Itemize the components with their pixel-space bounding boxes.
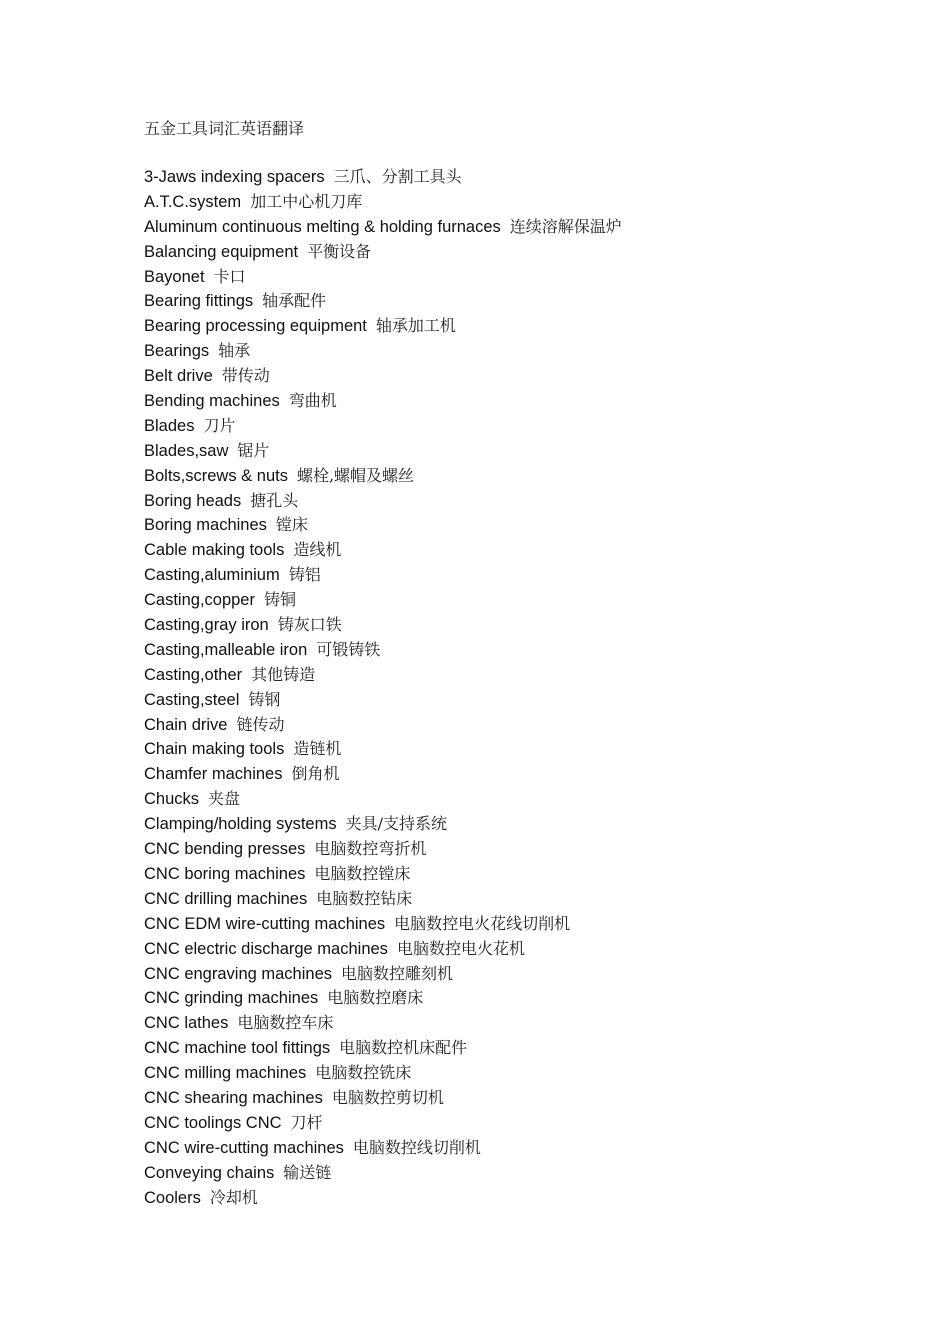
chinese-translation: 电脑数控磨床 bbox=[327, 988, 424, 1008]
english-term: Blades bbox=[144, 416, 195, 435]
glossary-entry bbox=[144, 365, 622, 390]
glossary-entry bbox=[144, 465, 622, 490]
chinese-translation: 冷却机 bbox=[209, 1187, 258, 1207]
chinese-translation: 链传动 bbox=[236, 714, 285, 734]
chinese-translation: 铸钢 bbox=[248, 689, 281, 709]
english-term: CNC milling machines bbox=[144, 1064, 307, 1083]
glossary-entry bbox=[144, 1062, 622, 1087]
glossary-entry bbox=[144, 490, 622, 515]
english-term: CNC drilling machines bbox=[144, 889, 308, 908]
english-term: Chamfer machines bbox=[144, 765, 283, 784]
english-term: CNC engraving machines bbox=[144, 964, 333, 983]
chinese-translation: 锯片 bbox=[237, 440, 270, 460]
chinese-translation: 电脑数控铣床 bbox=[315, 1063, 412, 1083]
chinese-translation: 其他铸造 bbox=[251, 664, 316, 684]
english-term: Bending machines bbox=[144, 392, 280, 411]
english-term: Bayonet bbox=[144, 267, 205, 286]
chinese-translation: 铸铝 bbox=[288, 565, 321, 585]
glossary-entry bbox=[144, 664, 622, 689]
chinese-translation: 弯曲机 bbox=[288, 391, 337, 411]
chinese-translation: 铸铜 bbox=[263, 590, 296, 610]
english-term: CNC bending presses bbox=[144, 840, 306, 859]
glossary-entry bbox=[144, 987, 622, 1012]
chinese-translation: 刀片 bbox=[203, 415, 236, 435]
glossary-entry bbox=[144, 315, 622, 340]
chinese-translation: 电脑数控线切削机 bbox=[352, 1137, 481, 1157]
glossary-entry bbox=[144, 639, 622, 664]
english-term: Balancing equipment bbox=[144, 242, 299, 261]
glossary-entry bbox=[144, 1012, 622, 1037]
chinese-translation: 电脑数控弯折机 bbox=[314, 839, 427, 859]
chinese-translation: 夹具/支持系统 bbox=[345, 814, 447, 834]
glossary-entry bbox=[144, 415, 622, 440]
glossary-entry bbox=[144, 813, 622, 838]
glossary-entry bbox=[144, 539, 622, 564]
english-term: CNC wire-cutting machines bbox=[144, 1138, 344, 1157]
chinese-translation: 搪孔头 bbox=[250, 490, 299, 510]
chinese-translation: 平衡设备 bbox=[307, 241, 372, 261]
english-term: CNC shearing machines bbox=[144, 1088, 323, 1107]
chinese-translation: 电脑数控机床配件 bbox=[339, 1038, 468, 1058]
english-term: Casting,other bbox=[144, 665, 243, 684]
chinese-translation: 电脑数控车床 bbox=[237, 1013, 334, 1033]
english-term: Aluminum continuous melting & holding furnaces bbox=[144, 217, 501, 236]
chinese-translation: 轴承 bbox=[218, 341, 251, 361]
glossary-entry bbox=[144, 1187, 622, 1212]
english-term: Casting,steel bbox=[144, 690, 240, 709]
english-term: Casting,malleable iron bbox=[144, 640, 308, 659]
english-term: 3-Jaws indexing spacers bbox=[144, 168, 325, 186]
chinese-translation: 镗床 bbox=[275, 515, 308, 535]
glossary-entry bbox=[144, 166, 622, 191]
english-term: CNC EDM wire-cutting machines bbox=[144, 914, 386, 933]
glossary-entry bbox=[144, 863, 622, 888]
document-title: 五金工具词汇英语翻译 bbox=[144, 119, 305, 138]
glossary-entry bbox=[144, 290, 622, 315]
chinese-translation: 加工中心机刀库 bbox=[250, 191, 363, 211]
english-term: Bearing processing equipment bbox=[144, 317, 367, 336]
english-term: Clamping/holding systems bbox=[144, 815, 337, 834]
glossary-entry bbox=[144, 738, 622, 763]
english-term: CNC boring machines bbox=[144, 864, 306, 883]
english-term: Chain drive bbox=[144, 715, 228, 734]
english-term: CNC electric discharge machines bbox=[144, 939, 388, 958]
glossary-entry bbox=[144, 589, 622, 614]
chinese-translation: 电脑数控电火花线切削机 bbox=[394, 913, 571, 933]
english-term: Chucks bbox=[144, 790, 200, 809]
chinese-translation: 螺栓,螺帽及螺丝 bbox=[296, 465, 415, 485]
glossary-entry bbox=[144, 191, 622, 216]
glossary-entry bbox=[144, 838, 622, 863]
english-term: CNC grinding machines bbox=[144, 989, 319, 1008]
chinese-translation: 电脑数控电火花机 bbox=[396, 938, 525, 958]
glossary-entry bbox=[144, 888, 622, 913]
chinese-translation: 造链机 bbox=[293, 739, 342, 759]
chinese-translation: 带传动 bbox=[221, 366, 270, 386]
chinese-translation: 轴承加工机 bbox=[375, 316, 456, 336]
english-term: Chain making tools bbox=[144, 740, 285, 759]
glossary-entry bbox=[144, 1162, 622, 1187]
chinese-translation: 夹盘 bbox=[208, 789, 241, 809]
glossary-entry bbox=[144, 564, 622, 589]
chinese-translation: 电脑数控钻床 bbox=[316, 888, 413, 908]
glossary-entry bbox=[144, 763, 622, 788]
glossary-entry bbox=[144, 266, 622, 291]
glossary-entry bbox=[144, 1087, 622, 1112]
chinese-translation: 可锻铸铁 bbox=[316, 639, 381, 659]
glossary-entry bbox=[144, 963, 622, 988]
english-term: Coolers bbox=[144, 1188, 201, 1207]
glossary-entry bbox=[144, 913, 622, 938]
glossary-entry bbox=[144, 241, 622, 266]
chinese-translation: 倒角机 bbox=[291, 764, 340, 784]
english-term: Belt drive bbox=[144, 367, 213, 386]
chinese-translation: 输送链 bbox=[283, 1162, 332, 1182]
english-term: Conveying chains bbox=[144, 1163, 275, 1182]
english-term: CNC lathes bbox=[144, 1014, 229, 1033]
english-term: Casting,aluminium bbox=[144, 566, 280, 585]
english-term: Bolts,screws & nuts bbox=[144, 466, 288, 485]
english-term: Boring heads bbox=[144, 491, 242, 510]
english-term: Casting,gray iron bbox=[144, 616, 269, 635]
chinese-translation: 三爪、分割工具头 bbox=[333, 167, 462, 186]
english-term: Bearings bbox=[144, 342, 210, 361]
chinese-translation: 电脑数控剪切机 bbox=[331, 1087, 444, 1107]
glossary-entry bbox=[144, 440, 622, 465]
glossary-entry bbox=[144, 340, 622, 365]
chinese-translation: 造线机 bbox=[293, 540, 342, 560]
chinese-translation: 连续溶解保温炉 bbox=[509, 216, 622, 236]
glossary-entry bbox=[144, 390, 622, 415]
english-term: A.T.C.system bbox=[144, 192, 242, 211]
english-term: CNC toolings CNC bbox=[144, 1113, 282, 1132]
glossary-entry bbox=[144, 714, 622, 739]
glossary-entry bbox=[144, 788, 622, 813]
chinese-translation: 电脑数控雕刻机 bbox=[341, 963, 454, 983]
english-term: Boring machines bbox=[144, 516, 267, 535]
chinese-translation: 轴承配件 bbox=[262, 291, 327, 311]
glossary-entry bbox=[144, 689, 622, 714]
glossary-entry bbox=[144, 514, 622, 539]
english-term: Bearing fittings bbox=[144, 292, 254, 311]
chinese-translation: 卡口 bbox=[213, 266, 246, 286]
glossary-entry bbox=[144, 1137, 622, 1162]
glossary-entry bbox=[144, 1112, 622, 1137]
glossary-entry bbox=[144, 614, 622, 639]
chinese-translation: 刀杆 bbox=[290, 1112, 323, 1132]
glossary-entry bbox=[144, 1037, 622, 1062]
glossary-entry bbox=[144, 216, 622, 241]
chinese-translation: 电脑数控镗床 bbox=[314, 863, 411, 883]
glossary-entry bbox=[144, 938, 622, 963]
chinese-translation: 铸灰口铁 bbox=[277, 615, 342, 635]
english-term: Casting,copper bbox=[144, 591, 255, 610]
glossary-list bbox=[144, 166, 622, 1211]
english-term: CNC machine tool fittings bbox=[144, 1039, 331, 1058]
english-term: Blades,saw bbox=[144, 441, 229, 460]
english-term: Cable making tools bbox=[144, 541, 285, 560]
